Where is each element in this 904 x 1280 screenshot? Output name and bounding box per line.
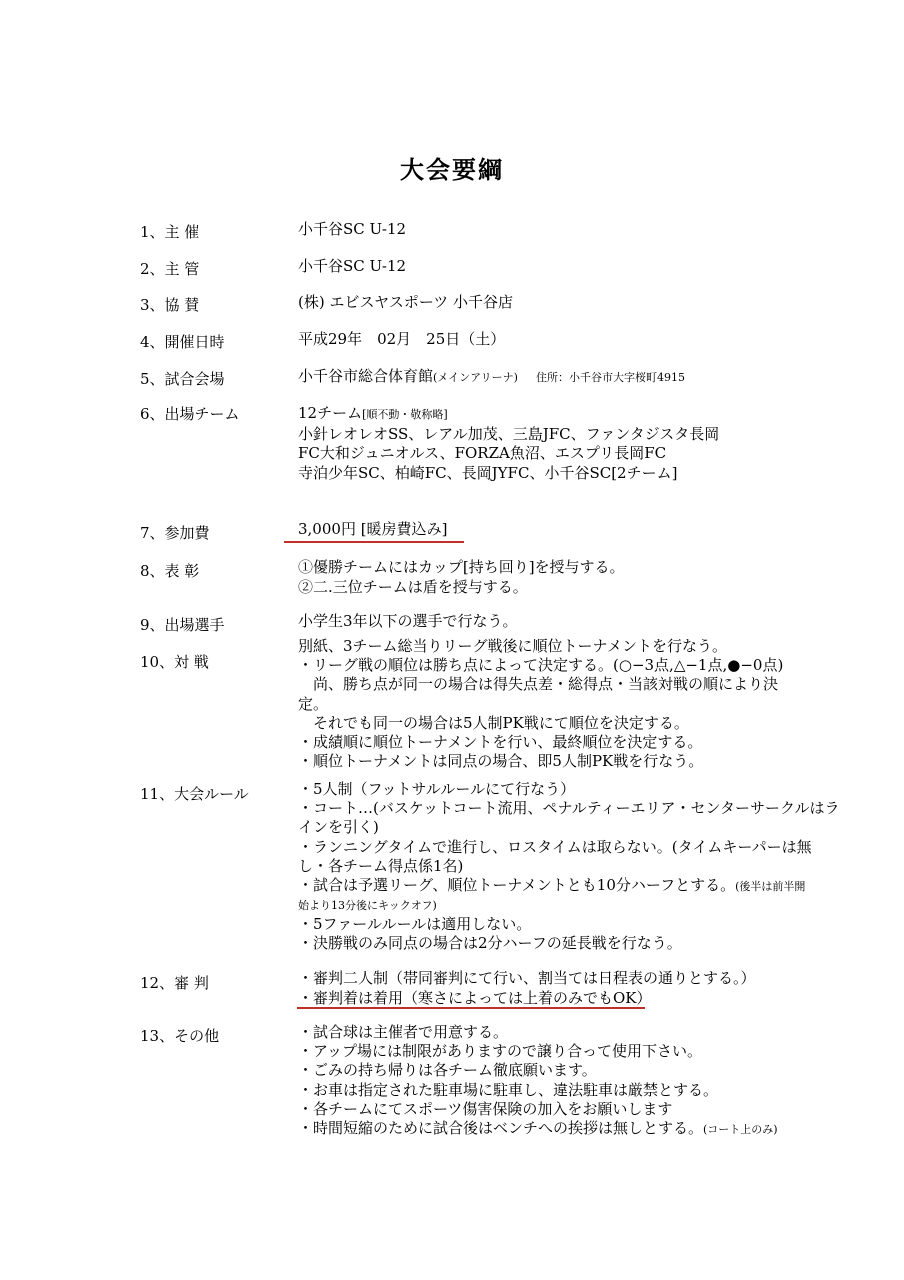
label-sponsor: 3、協 賛: [140, 296, 200, 314]
text-line: ・5ファールルールは適用しない。: [298, 915, 532, 934]
text-line: ・各チームにてスポーツ傷害保険の加入をお願いします: [298, 1099, 673, 1118]
label-venue: 5、試合会場: [140, 370, 225, 388]
text-line: 定。: [298, 694, 329, 713]
text-line: [298, 1119, 778, 1139]
text-segment: ・時間短縮のために試合後はベンチへの挨拶は無しとする。: [298, 1119, 704, 1138]
text-line: ・決勝戦のみ同点の場合は2分ハーフの延長戦を行なう。: [298, 934, 682, 953]
text-line: 小千谷SC U-12: [298, 220, 407, 238]
team-count-line: [298, 404, 719, 425]
text-line: 小学生3年以下の選手で行なう。: [298, 612, 518, 630]
text-line: 尚、勝ち点が同一の場合は得失点差・総得点・当該対戦の順により決: [298, 675, 779, 694]
value-management: [298, 257, 406, 277]
value-matches: [298, 637, 783, 771]
team-count-note: [順不動・敬称略]: [362, 408, 448, 421]
text-note: (後半は前半開: [735, 880, 806, 894]
text-line: 寺泊少年SC、柏崎FC、長岡JYFC、小千谷SC[2チーム]: [298, 463, 678, 482]
fee-underline: [284, 541, 464, 543]
text-line: ・成績順に順位トーナメントを行い、最終順位を決定する。: [298, 733, 703, 752]
value-players: [298, 612, 518, 632]
value-organizer: [298, 220, 406, 240]
label-teams: 6、出場チーム: [140, 405, 240, 423]
label-referee: 12、審 判: [140, 974, 209, 992]
document-title: 大会要綱: [400, 155, 504, 184]
label-awards: 8、表 彰: [140, 562, 200, 580]
text-line: ・リーグ戦の順位は勝ち点によって決定する。(○−3点,△−1点,●−0点): [298, 656, 784, 675]
label-management: 2、主 管: [140, 260, 200, 278]
team-count: 12チーム: [298, 404, 363, 422]
label-matches: 10、対 戦: [140, 653, 209, 671]
label-date: 4、開催日時: [140, 333, 225, 351]
text-line: ・順位トーナメントは同点の場合、即5人制PK戦を行なう。: [298, 752, 704, 771]
label-other: 13、その他: [140, 1027, 220, 1045]
value-teams: [298, 404, 719, 483]
label-organizer: 1、主 催: [140, 223, 200, 241]
text-line: ・5人制（フットサルルールにて行なう）: [298, 780, 576, 798]
venue-name: 小千谷市総合体育館: [298, 367, 434, 385]
text-line: FC大和ジュニオルス、FORZA魚沼、エスプリ長岡FC: [298, 444, 667, 462]
text-line: ・ごみの持ち帰りは各チーム徹底願います。: [298, 1061, 597, 1080]
text-line: [298, 876, 840, 896]
text-note: (コート上のみ): [703, 1123, 778, 1137]
text-line: ・アップ場には制限がありますので譲り合って使用下さい。: [298, 1042, 702, 1061]
referee-underline: [297, 1007, 645, 1009]
text-line: 平成29年 02月 25日（土）: [298, 330, 506, 348]
text-line: 別紙、3チーム総当りリーグ戦後に順位トーナメントを行なう。: [298, 637, 727, 655]
label-rules: 11、大会ルール: [140, 785, 249, 803]
text-line: 小千谷SC U-12: [298, 257, 407, 275]
text-segment: ・試合は予選リーグ、順位トーナメントとも10分ハーフとする。: [298, 876, 736, 895]
value-awards: [298, 558, 625, 597]
label-fee: 7、参加費: [140, 524, 210, 542]
value-other: [298, 1023, 778, 1139]
value-fee: [298, 520, 447, 540]
text-line: それでも同一の場合は5人制PK戦にて順位を決定する。: [298, 713, 689, 732]
value-sponsor: [298, 293, 513, 313]
value-rules: [298, 780, 840, 954]
venue-address: 住所：小千谷市大字桜町4915: [535, 371, 685, 384]
text-line: (株) エビスヤスポーツ 小千谷店: [298, 293, 514, 311]
value-venue: [298, 367, 685, 388]
text-line: ・審判着は着用（寒さによっては上着のみでもOK）: [298, 988, 652, 1007]
text-line: ①優勝チームにはカップ[持ち回り]を授与する。: [298, 558, 625, 576]
text-line: インを引く): [298, 818, 379, 837]
text-line: ・ランニングタイムで進行し、ロスタイムは取らない。(タイムキーパーは無: [298, 837, 812, 856]
text-line: し・各チーム得点係1名): [298, 856, 464, 875]
value-referee: [298, 969, 756, 1008]
text-line: ・コート…(バスケットコート流用、ペナルティーエリア・センターサークルはラ: [298, 799, 840, 818]
text-line: ②二.三位チームは盾を授与する。: [298, 577, 528, 596]
text-line: 3,000円 [暖房費込み]: [298, 520, 448, 538]
text-line: ・審判二人制（帯同審判にて行い、割当ては日程表の通りとする。）: [298, 969, 756, 987]
text-line: ・試合球は主催者で用意する。: [298, 1023, 509, 1041]
text-note-line: 始より13分後にキックオフ): [298, 899, 437, 913]
label-players: 9、出場選手: [140, 616, 225, 634]
value-date: [298, 330, 505, 350]
text-line: ・お車は指定された駐車場に駐車し、違法駐車は厳禁とする。: [298, 1080, 719, 1099]
venue-note: (メインアリーナ): [433, 371, 518, 384]
text-line: 小針レオレオSS、レアル加茂、三島JFC、ファンタジスタ長岡: [298, 424, 720, 443]
